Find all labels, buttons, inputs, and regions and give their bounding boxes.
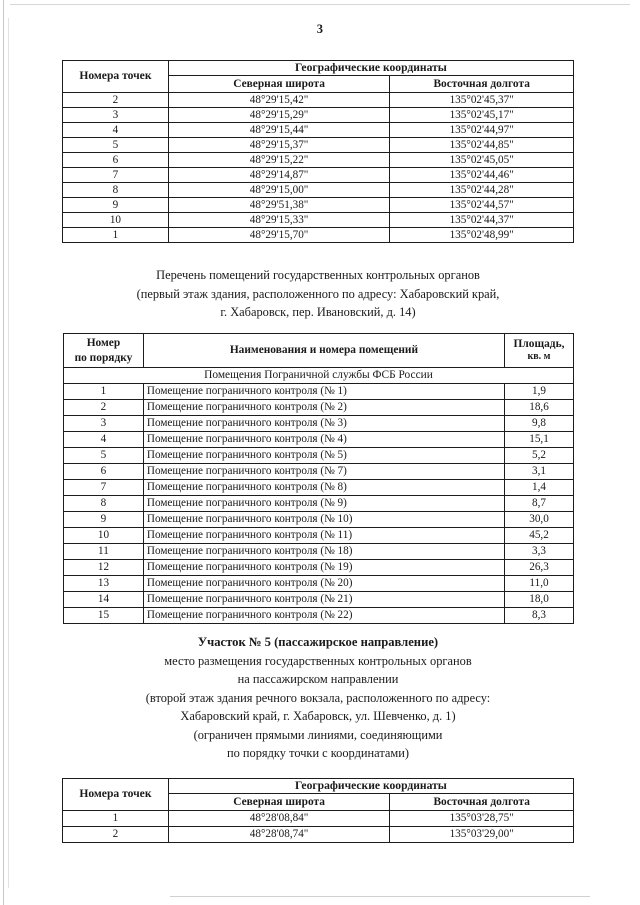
geographic-coordinates-table-bottom [62,778,574,843]
premises-name: Помещение пограничного контроля (№ 22) [143,608,504,624]
order-number: 11 [64,544,144,560]
order-number: 8 [64,496,144,512]
premises-name: Помещение пограничного контроля (№ 19) [143,560,504,576]
table-row [64,432,574,448]
latitude-value: 48°29'15,29" [168,108,390,123]
table-body [63,811,574,843]
premises-name: Помещение пограничного контроля (№ 20) [143,576,504,592]
table-row [64,496,574,512]
section-5-line-2: на пассажирском направлении [237,672,399,686]
point-number: 2 [63,827,169,843]
table-row [64,416,574,432]
table-body [63,93,574,243]
section-5-line-4: Хабаровский край, г. Хабаровск, ул. Шевченко, д. 1) [180,709,456,723]
caption-line-3: г. Хабаровск, пер. Ивановский, д. 14) [220,305,416,319]
table-row [64,592,574,608]
section-5-line-6: по порядку точки с координатами) [226,746,409,760]
latitude-value: 48°29'14,87" [168,168,390,183]
premises-area: 1,9 [505,384,574,400]
premises-area: 8,3 [505,608,574,624]
order-number: 2 [64,400,144,416]
column-header-premises-names: Наименования и номера помещений [143,334,504,368]
geographic-coordinates-table-top [62,60,574,243]
premises-name: Помещение пограничного контроля (№ 21) [143,592,504,608]
column-header-area-line1: Площадь, [513,338,565,351]
table-row [64,512,574,528]
point-number: 4 [63,123,169,138]
table-row [63,827,574,843]
table-row [63,228,574,243]
longitude-value: 135°03'28,75" [390,811,574,827]
table-row [63,811,574,827]
premises-name: Помещение пограничного контроля (№ 10) [143,512,504,528]
latitude-value: 48°29'15,44" [168,123,390,138]
longitude-value: 135°03'29,00" [390,827,574,843]
longitude-value: 135°02'44,57" [390,198,574,213]
column-header-order-number [64,334,144,368]
premises-caption-paragraph [62,266,574,322]
premises-area: 30,0 [505,512,574,528]
table-row [64,608,574,624]
table-row [63,213,574,228]
point-number: 1 [63,228,169,243]
table-row [63,198,574,213]
order-number: 5 [64,448,144,464]
premises-name: Помещение пограничного контроля (№ 5) [143,448,504,464]
order-number: 12 [64,560,144,576]
order-number: 4 [64,432,144,448]
table-row [63,123,574,138]
column-header-geo-coordinates: Географические координаты [168,61,573,76]
table-header-row [63,61,574,76]
table-row [63,168,574,183]
point-number: 7 [63,168,169,183]
column-header-order-line2: по порядку [74,351,133,364]
scan-edge-artifact-top [10,4,630,5]
premises-area: 18,0 [505,592,574,608]
premises-area: 45,2 [505,528,574,544]
section-5-line-3: (второй этаж здания речного вокзала, расположенного по адресу: [145,690,491,705]
column-header-area [505,334,574,368]
caption-line-1: Перечень помещений государственных контрольных органов [156,268,480,282]
premises-name: Помещение пограничного контроля (№ 4) [143,432,504,448]
latitude-value: 48°28'08,84" [168,811,390,827]
order-number: 14 [64,592,144,608]
order-number: 10 [64,528,144,544]
latitude-value: 48°28'08,74" [168,827,390,843]
table-row [64,544,574,560]
premises-name: Помещение пограничного контроля (№ 8) [143,480,504,496]
premises-name: Помещение пограничного контроля (№ 2) [143,400,504,416]
premises-name: Помещение пограничного контроля (№ 1) [143,384,504,400]
table-section-row [64,368,574,384]
premises-area: 8,7 [505,496,574,512]
page-number: 3 [316,22,324,36]
point-number: 1 [63,811,169,827]
column-header-points: Номера точек [63,61,169,93]
premises-name: Помещение пограничного контроля (№ 18) [143,544,504,560]
point-number: 5 [63,138,169,153]
table-row [63,183,574,198]
order-number: 15 [64,608,144,624]
latitude-value: 48°29'15,70" [168,228,390,243]
column-header-geo-coordinates: Географические координаты [168,779,573,794]
premises-area: 3,3 [505,544,574,560]
section-5-paragraph [62,633,574,763]
longitude-value: 135°02'45,17" [390,108,574,123]
longitude-value: 135°02'45,05" [390,153,574,168]
longitude-value: 135°02'48,99" [390,228,574,243]
longitude-value: 135°02'44,85" [390,138,574,153]
table-header-row [63,779,574,794]
point-number: 3 [63,108,169,123]
column-header-latitude: Северная широта [168,76,390,93]
table-row [64,528,574,544]
point-number: 8 [63,183,169,198]
latitude-value: 48°29'15,22" [168,153,390,168]
column-header-points: Номера точек [63,779,169,811]
section-5-line-1: место размещения государственных контрольных органов [164,653,472,668]
table-row [64,384,574,400]
section-title: Помещения Пограничной службы ФСБ России [64,368,574,384]
premises-area: 5,2 [505,448,574,464]
table-row [63,93,574,108]
order-number: 13 [64,576,144,592]
premises-area: 26,3 [505,560,574,576]
premises-area: 18,6 [505,400,574,416]
table-header-row [64,334,574,368]
premises-name: Помещение пограничного контроля (№ 9) [143,496,504,512]
premises-name: Помещение пограничного контроля (№ 3) [143,416,504,432]
scan-edge-artifact-bottom [170,896,590,897]
premises-area: 11,0 [505,576,574,592]
column-header-latitude: Северная широта [168,794,390,811]
caption-line-2: (первый этаж здания, расположенного по адресу: Хабаровский край, [136,286,500,301]
order-number: 7 [64,480,144,496]
section-5-line-5: (ограничен прямыми линиями, соединяющими [193,727,443,742]
longitude-value: 135°02'44,46" [390,168,574,183]
premises-area: 9,8 [505,416,574,432]
table-row [63,108,574,123]
table-body [64,368,574,624]
table-row [63,153,574,168]
premises-area: 1,4 [505,480,574,496]
latitude-value: 48°29'15,00" [168,183,390,198]
table-row [64,448,574,464]
longitude-value: 135°02'45,37" [390,93,574,108]
column-header-longitude: Восточная долгота [390,76,574,93]
point-number: 10 [63,213,169,228]
table-row [64,480,574,496]
premises-name: Помещение пограничного контроля (№ 11) [143,528,504,544]
premises-name: Помещение пограничного контроля (№ 7) [143,464,504,480]
table-row [64,560,574,576]
column-header-area-line2: кв. м [527,351,551,363]
point-number: 9 [63,198,169,213]
section-5-title: Участок № 5 (пассажирское направление) [197,635,439,649]
longitude-value: 135°02'44,37" [390,213,574,228]
latitude-value: 48°29'15,37" [168,138,390,153]
scan-edge-artifact-left-2 [8,18,9,888]
table-row [64,400,574,416]
latitude-value: 48°29'15,42" [168,93,390,108]
column-header-order-line1: Номер [86,337,121,350]
premises-area: 3,1 [505,464,574,480]
longitude-value: 135°02'44,97" [390,123,574,138]
premises-area: 15,1 [505,432,574,448]
latitude-value: 48°29'15,33" [168,213,390,228]
scan-edge-artifact-left [3,0,4,905]
point-number: 6 [63,153,169,168]
order-number: 3 [64,416,144,432]
order-number: 9 [64,512,144,528]
longitude-value: 135°02'44,28" [390,183,574,198]
table-row [63,138,574,153]
table-row [64,576,574,592]
latitude-value: 48°29'51,38" [168,198,390,213]
point-number: 2 [63,93,169,108]
column-header-longitude: Восточная долгота [390,794,574,811]
table-row [64,464,574,480]
order-number: 1 [64,384,144,400]
order-number: 6 [64,464,144,480]
premises-list-table [63,333,574,624]
